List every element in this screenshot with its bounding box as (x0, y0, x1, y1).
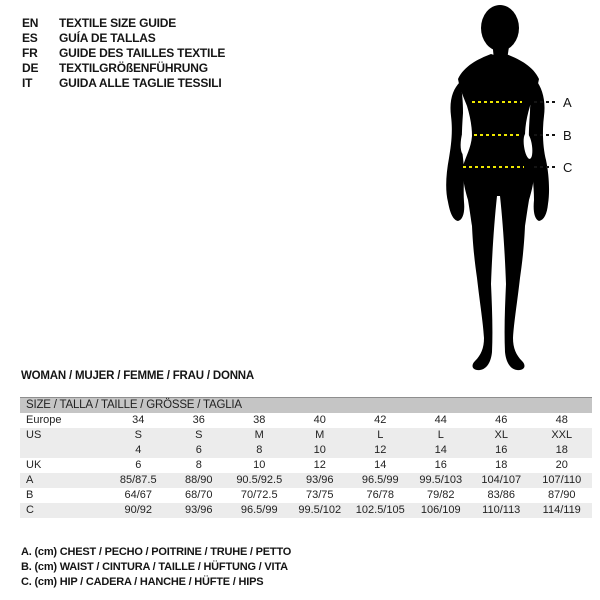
chest-measure-line (472, 101, 522, 103)
cell: XXL (551, 429, 573, 441)
marker-label-c: C (563, 160, 573, 175)
cell: 90/92 (124, 504, 153, 516)
list-item (22, 31, 225, 46)
cell: 73/75 (305, 489, 334, 501)
language-code: ES (22, 31, 38, 45)
list-item (22, 16, 225, 31)
cell: 44 (434, 414, 447, 426)
cell: 18 (495, 459, 508, 471)
language-code: FR (22, 46, 38, 60)
cell: 12 (374, 444, 387, 456)
cell: 34 (132, 414, 145, 426)
list-item (22, 61, 225, 76)
cell: 42 (374, 414, 387, 426)
cell: 88/90 (184, 474, 213, 486)
cell: XL (494, 429, 508, 441)
row-label: A (26, 474, 34, 486)
list-item (22, 46, 225, 61)
table-row-waist (20, 488, 592, 503)
cell: 10 (313, 444, 326, 456)
list-item (22, 76, 225, 91)
language-list (22, 16, 225, 91)
table-row-us (20, 428, 592, 443)
cell: 96.5/99 (240, 504, 278, 516)
row-label: Europe (26, 414, 62, 426)
marker-label-a: A (563, 95, 572, 110)
cell: 38 (253, 414, 266, 426)
cell: 16 (495, 444, 508, 456)
cell: 6 (195, 444, 202, 456)
cell: S (195, 429, 203, 441)
cell: 110/113 (482, 504, 521, 516)
hip-measure-line (463, 166, 524, 168)
marker-label-b: B (563, 128, 572, 143)
row-label: US (26, 429, 42, 441)
cell: 99.5/102 (298, 504, 342, 516)
legend-chest: A. (cm) CHEST / PECHO / POITRINE / TRUHE / PETTO (21, 546, 292, 558)
cell: 106/109 (420, 504, 461, 516)
language-title: GUIDE DES TAILLES TEXTILE (59, 46, 226, 60)
cell: 104/107 (481, 474, 522, 486)
language-code: EN (22, 16, 39, 30)
legend-hip: C. (cm) HIP / CADERA / HANCHE / HÜFTE / HIPS (21, 576, 264, 588)
cell: 8 (195, 459, 202, 471)
woman-silhouette-icon (400, 0, 600, 390)
cell: 46 (495, 414, 508, 426)
cell: 70/72.5 (240, 489, 278, 501)
size-table (20, 397, 592, 518)
cell: M (315, 429, 325, 441)
legend-waist: B. (cm) WAIST / CINTURA / TAILLE / HÜFTUNG / VITA (21, 561, 288, 573)
cell: 40 (313, 414, 326, 426)
cell: 4 (135, 444, 142, 456)
cell: S (134, 429, 142, 441)
row-label: UK (26, 459, 42, 471)
cell: 96.5/99 (361, 474, 399, 486)
cell: 87/90 (547, 489, 576, 501)
cell: M (254, 429, 264, 441)
cell: L (437, 429, 444, 441)
cell: 10 (253, 459, 266, 471)
cell: 20 (555, 459, 568, 471)
cell: 14 (374, 459, 387, 471)
language-code: DE (22, 61, 39, 75)
table-row-uk (20, 458, 592, 473)
language-title: TEXTILGRÖßENFÜHRUNG (59, 61, 208, 75)
measurement-legend (21, 545, 291, 590)
chest-leader-line (534, 101, 558, 103)
language-title: TEXTILE SIZE GUIDE (59, 16, 177, 30)
cell: 90.5/92.5 (236, 474, 283, 486)
row-label: C (26, 504, 34, 516)
table-header: SIZE / TALLA / TAILLE / GRÖSSE / TAGLIA (20, 397, 592, 413)
cell: 12 (313, 459, 326, 471)
cell: 8 (256, 444, 263, 456)
cell: 6 (135, 459, 142, 471)
language-title: GUÍA DE TALLAS (59, 31, 156, 45)
row-label (20, 443, 108, 458)
cell: 93/96 (184, 504, 213, 516)
cell: 16 (434, 459, 447, 471)
cell: 85/87.5 (119, 474, 157, 486)
cell: 93/96 (305, 474, 334, 486)
cell: 68/70 (184, 489, 213, 501)
row-label: B (26, 489, 34, 501)
table-row-chest (20, 473, 592, 488)
language-code: IT (22, 76, 33, 90)
table-row-hip (20, 503, 592, 518)
cell: 18 (555, 444, 568, 456)
cell: 14 (434, 444, 447, 456)
section-title: WOMAN / MUJER / FEMME / FRAU / DONNA (21, 370, 255, 382)
cell: 76/78 (366, 489, 395, 501)
table-row-europe (20, 413, 592, 428)
cell: 79/82 (426, 489, 455, 501)
cell: 64/67 (124, 489, 153, 501)
cell: 83/86 (487, 489, 516, 501)
hip-leader-line (534, 166, 557, 168)
cell: 114/119 (542, 504, 581, 516)
table-row-us-numeric (20, 443, 592, 458)
cell: 107/110 (542, 474, 582, 486)
language-title: GUIDA ALLE TAGLIE TESSILI (59, 76, 222, 90)
cell: 99.5/103 (419, 474, 463, 486)
cell: 102.5/105 (355, 504, 405, 516)
cell: 48 (555, 414, 568, 426)
waist-measure-line (474, 134, 519, 136)
cell: L (377, 429, 384, 441)
waist-leader-line (534, 134, 557, 136)
cell: 36 (192, 414, 205, 426)
